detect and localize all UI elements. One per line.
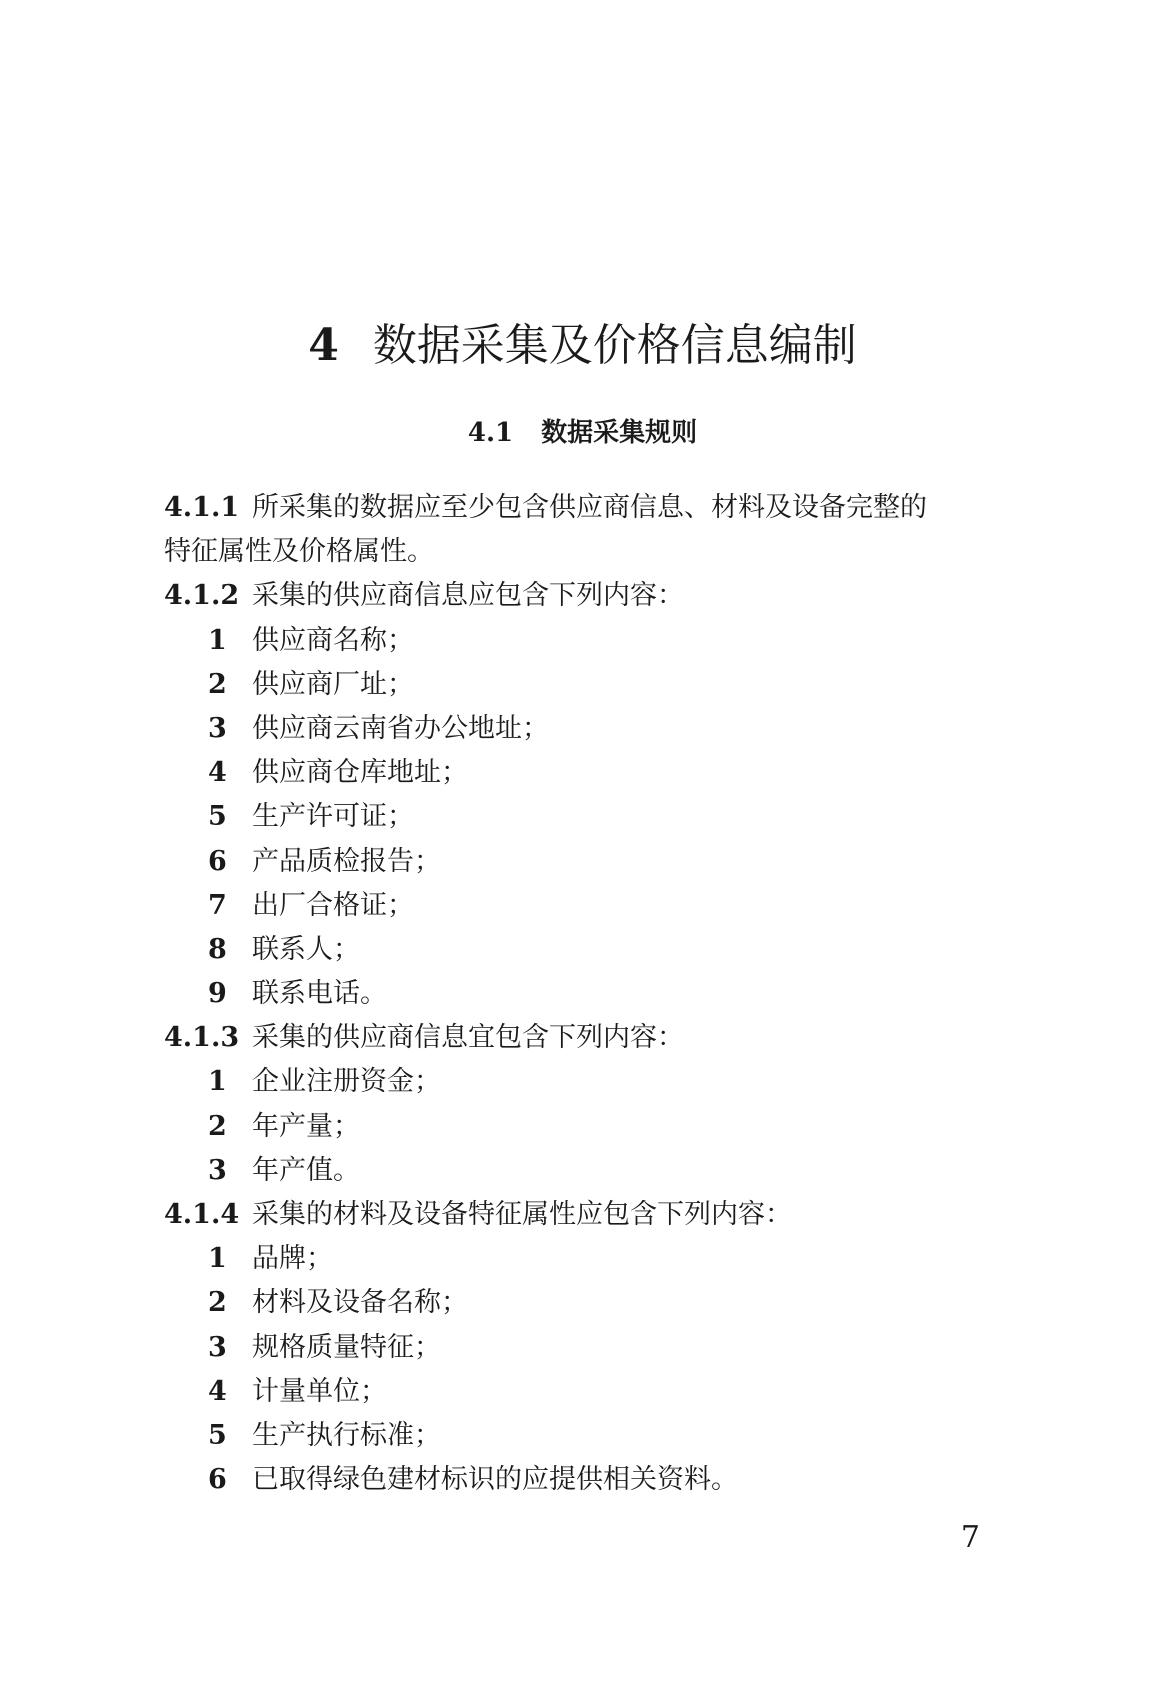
line-text: 供应商厂址； [252, 668, 414, 700]
clause-line [164, 1193, 1004, 1237]
item-number: 3 [208, 1154, 227, 1186]
line-text: 年产量； [252, 1110, 360, 1142]
list-item [164, 795, 1004, 839]
item-number: 2 [208, 668, 227, 700]
clause-number: 4.1.4 [164, 1199, 240, 1230]
line-text: 采集的供应商信息应包含下列内容： [252, 580, 684, 612]
line-text: 特征属性及价格属性。 [164, 536, 434, 568]
body-text [164, 486, 1004, 1502]
clause-line [164, 486, 1004, 530]
item-number: 8 [208, 933, 227, 965]
line-text: 所采集的数据应至少包含供应商信息、材料及设备完整的 [252, 492, 927, 523]
page-number: 7 [960, 1520, 980, 1555]
item-number: 3 [208, 712, 227, 744]
line-text: 供应商云南省办公地址； [252, 712, 549, 744]
list-item [164, 1326, 1004, 1370]
list-item [164, 1149, 1004, 1193]
list-item [164, 1414, 1004, 1458]
line-text: 材料及设备名称； [252, 1287, 468, 1319]
line-text: 产品质检报告； [252, 845, 441, 877]
line-text: 品牌； [252, 1243, 333, 1275]
line-text: 联系人； [252, 933, 360, 965]
item-number: 2 [208, 1110, 227, 1142]
list-item [164, 663, 1004, 707]
item-number: 1 [208, 1243, 227, 1275]
list-item [164, 840, 1004, 884]
line-text: 生产执行标准； [252, 1419, 441, 1451]
line-text: 计量单位； [252, 1375, 387, 1407]
list-item [164, 751, 1004, 795]
line-text: 生产许可证； [252, 801, 414, 833]
line-text: 采集的供应商信息宜包含下列内容： [252, 1022, 684, 1054]
list-item [164, 1105, 1004, 1149]
section-title [0, 415, 1165, 451]
list-item [164, 928, 1004, 972]
section-number: 4.1 [467, 418, 514, 448]
item-number: 4 [208, 1375, 227, 1407]
clause-number: 4.1.3 [164, 1022, 240, 1054]
line-text: 已取得绿色建材标识的应提供相关资料。 [252, 1464, 738, 1496]
line-text: 供应商仓库地址； [252, 757, 468, 789]
item-number: 5 [208, 801, 227, 833]
list-item [164, 707, 1004, 751]
item-number: 4 [208, 757, 227, 789]
item-number: 9 [208, 978, 227, 1010]
chapter-title [0, 318, 1165, 374]
list-item [164, 972, 1004, 1016]
list-item [164, 1060, 1004, 1104]
line-text: 企业注册资金； [252, 1066, 441, 1098]
list-item [164, 1237, 1004, 1281]
item-number: 6 [208, 1464, 227, 1496]
clause-line [164, 574, 1004, 618]
line-text: 规格质量特征； [252, 1331, 441, 1363]
chapter-heading-text: 数据采集及价格信息编制 [372, 320, 857, 371]
clause-line [164, 1016, 1004, 1060]
chapter-number: 4 [308, 320, 339, 371]
list-item [164, 1458, 1004, 1502]
list-item [164, 1281, 1004, 1325]
line-text: 年产值。 [252, 1154, 360, 1186]
list-item [164, 884, 1004, 928]
continuation-line [164, 530, 1004, 574]
item-number: 1 [208, 1066, 227, 1098]
clause-number: 4.1.1 [164, 492, 240, 523]
line-text: 出厂合格证； [252, 889, 414, 921]
line-text: 采集的材料及设备特征属性应包含下列内容： [252, 1199, 792, 1230]
section-heading-text: 数据采集规则 [541, 418, 698, 448]
item-number: 1 [208, 624, 227, 656]
item-number: 2 [208, 1287, 227, 1319]
line-text: 供应商名称； [252, 624, 414, 656]
item-number: 5 [208, 1419, 227, 1451]
item-number: 6 [208, 845, 227, 877]
clause-number: 4.1.2 [164, 580, 240, 612]
list-item [164, 1370, 1004, 1414]
item-number: 3 [208, 1331, 227, 1363]
list-item [164, 619, 1004, 663]
item-number: 7 [208, 889, 227, 921]
line-text: 联系电话。 [252, 978, 387, 1010]
